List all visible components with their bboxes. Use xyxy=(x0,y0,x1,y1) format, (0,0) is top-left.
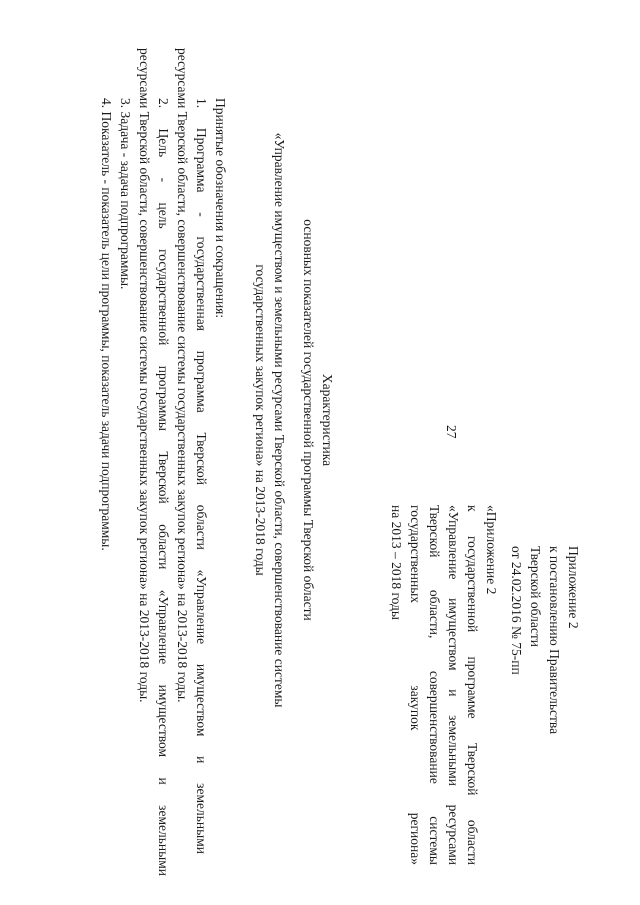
title-line4: государственных закупок региона» на 2013-2018 годы xyxy=(253,264,268,576)
title-line3: «Управление имуществом и земельными ресурсами Тверской области, совершенствование системы xyxy=(272,132,287,708)
appendix-program-line5: государственных закупок региона» xyxy=(408,505,423,865)
appendix-program-line3: «Управление имуществом и земельными ресурсами xyxy=(446,505,461,865)
page-number: 27 xyxy=(444,425,459,439)
notes-heading: Принятые обозначения и сокращения: xyxy=(213,98,228,319)
appendix-program-line1: «Приложение 2 xyxy=(484,505,499,595)
notes-item2-line2: ресурсами Тверской области, совершенствование системы государственных закупок региона» на 2013-2018 годы. xyxy=(137,48,152,703)
notes-item3: 3. Задача - задача подпрограммы. xyxy=(118,98,133,290)
appendix-header-line3: Тверской области xyxy=(528,546,543,647)
title-line2: основных показателей государственной программы Тверской области xyxy=(301,219,316,621)
appendix-program-line2: к государственной программе Тверской области xyxy=(465,505,480,865)
appendix-program-line4: Тверской области, совершенствование системы xyxy=(427,505,442,865)
notes-item4: 4. Показатель - показатель цели программы, показатель задачи подпрограммы. xyxy=(99,98,114,551)
notes-item1-line2: ресурсами Тверской области, совершенствование системы государственных закупок региона» на 2013-2018 годы. xyxy=(175,48,190,703)
appendix-header-line2: к постановлению Правительства xyxy=(547,546,562,735)
appendix-header-line4: от 24.02.2016 № 75-пп xyxy=(509,546,524,675)
title-line1: Характеристика xyxy=(320,373,335,467)
notes-item1-line1: 1. Программа - государственная программа Тверской области «Управление имуществом и земельными xyxy=(194,98,209,854)
appendix-program-line6: на 2013 – 2018 годы xyxy=(389,505,404,620)
appendix-header-line1: Приложение 2 xyxy=(566,546,581,629)
notes-item2-line1: 2. Цель - цель государственной программы Тверской области «Управление имуществом и земельными xyxy=(156,98,171,876)
